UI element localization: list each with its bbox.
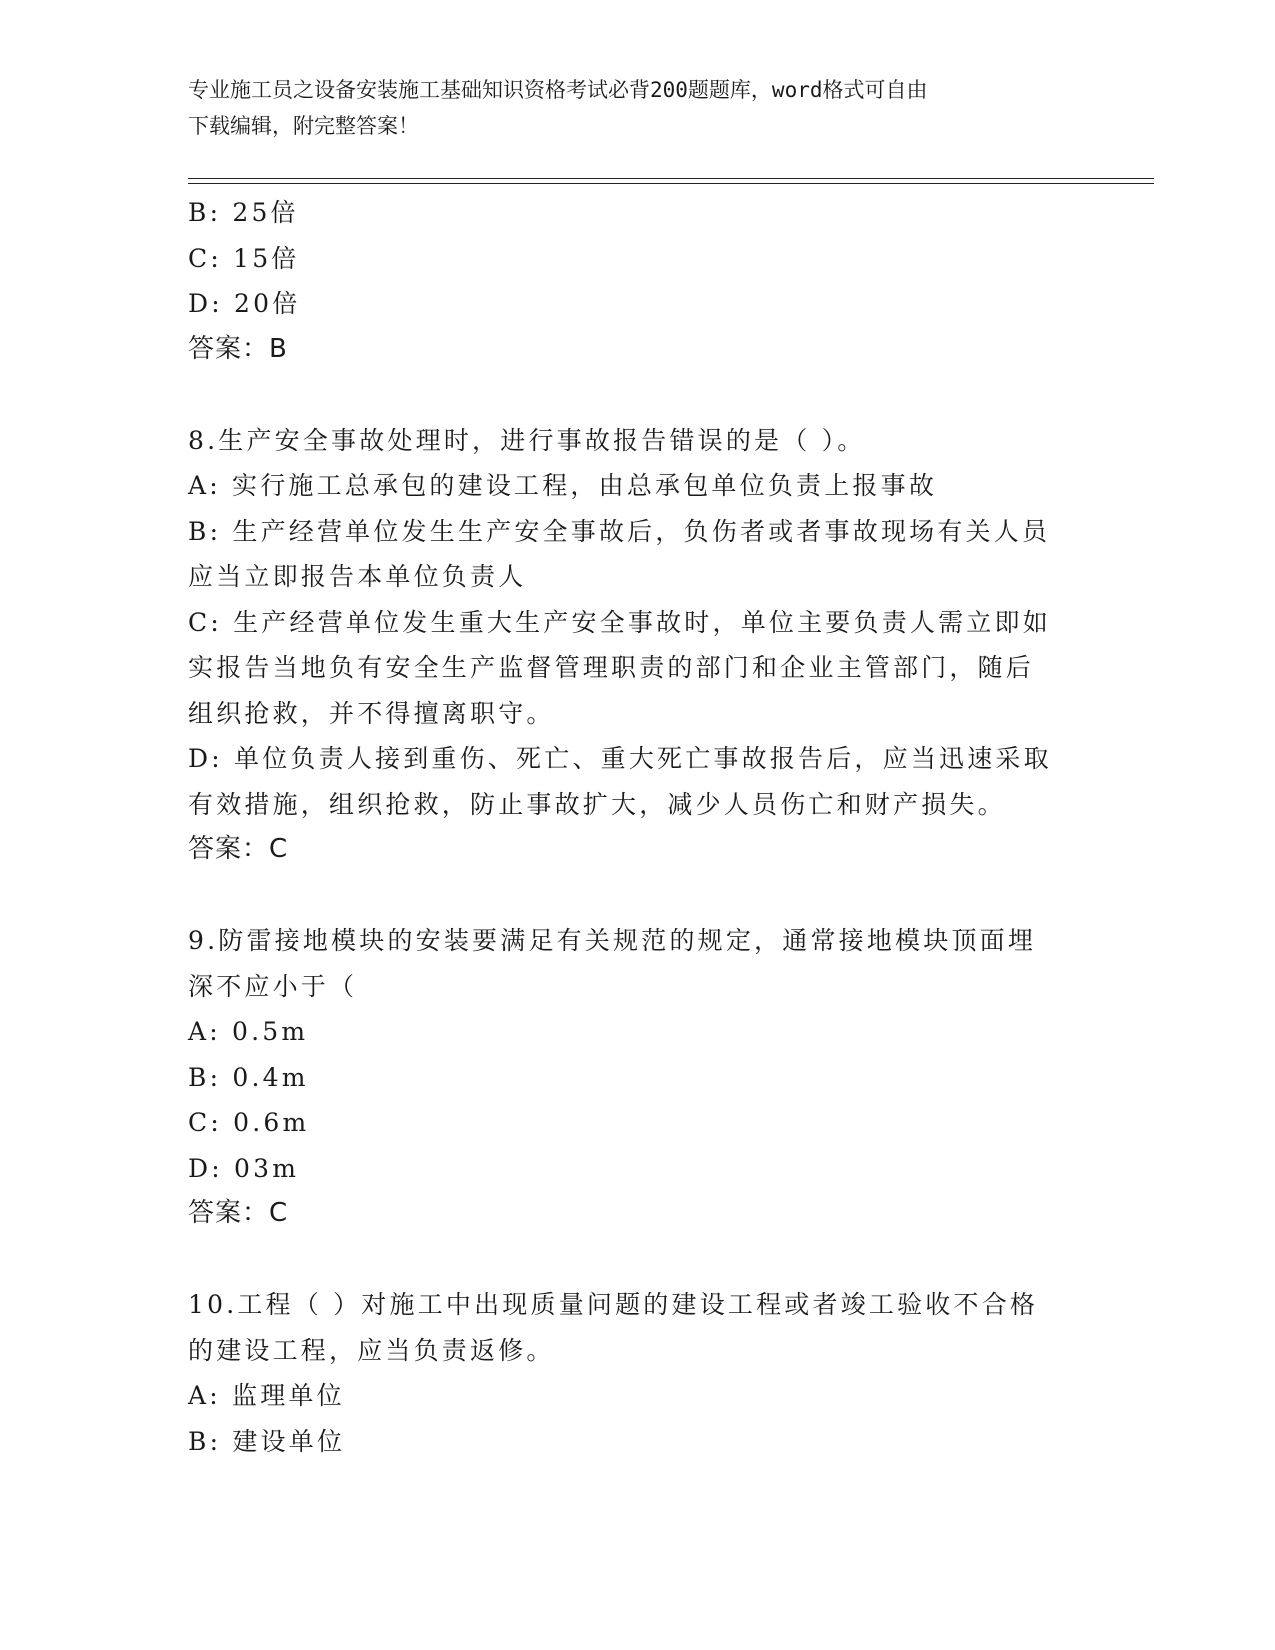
option-c: C: 生产经营单位发生重大生产安全事故时，单位主要负责人需立即如 [188, 607, 1051, 637]
header-divider-bottom [188, 183, 1154, 184]
option-b: B: 生产经营单位发生生产安全事故后，负伤者或者事故现场有关人员 [188, 516, 1051, 546]
header-line-2: 下载编辑，附完整答案！ [188, 114, 419, 138]
answer-line: 答案：B [188, 333, 288, 364]
question-8 [188, 418, 1078, 873]
spacer [188, 1237, 1078, 1283]
document-header [188, 72, 1068, 144]
question-10 [188, 1282, 1078, 1464]
header-divider-top [188, 178, 1154, 179]
option-d: D: 20倍 [188, 289, 301, 318]
option-d: D: 03m [188, 1153, 300, 1183]
header-line-1: 专业施工员之设备安装施工基础知识资格考试必背200题题库，word格式可自由 [188, 78, 928, 102]
option-b: B: 0.4m [188, 1062, 309, 1092]
option-b-continued: 应当立即报告本单位负责人 [188, 562, 527, 591]
spacer [188, 873, 1078, 919]
option-c: C: 0.6m [188, 1108, 310, 1137]
question-9 [188, 918, 1078, 1237]
answer-line: 答案：C [188, 1198, 289, 1228]
question-stem: 9.防雷接地模块的安装要满足有关规范的规定，通常接地模块顶面埋 [188, 926, 1037, 955]
question-content [188, 190, 1078, 1464]
option-c-continued: 组织抢救，并不得擅离职守。 [188, 698, 555, 728]
option-c: C: 15倍 [188, 243, 300, 273]
question-stem: 10.工程（ ）对施工中出现质量问题的建设工程或者竣工验收不合格 [188, 1290, 1039, 1319]
option-d-continued: 有效措施，组织抢救，防止事故扩大，减少人员伤亡和财产损失。 [188, 789, 1006, 819]
option-c-continued: 实报告当地负有安全生产监督管理职责的部门和企业主管部门，随后 [188, 653, 1035, 682]
answer-line: 答案：C [188, 834, 289, 864]
prev-question-block [188, 190, 1078, 372]
spacer [188, 372, 1078, 418]
question-stem-continued: 深不应小于（ [188, 971, 358, 1001]
question-stem-continued: 的建设工程，应当负责返修。 [188, 1335, 555, 1365]
option-b: B: 建设单位 [188, 1426, 346, 1456]
option-d: D: 单位负责人接到重伤、死亡、重大死亡事故报告后，应当迅速采取 [188, 744, 1052, 773]
question-stem: 8.生产安全事故处理时，进行事故报告错误的是（ ）。 [188, 425, 866, 455]
option-b: B: 25倍 [188, 198, 299, 227]
option-a: A: 0.5m [188, 1017, 309, 1046]
option-a: A: 实行施工总承包的建设工程，由总承包单位负责上报事故 [188, 471, 938, 500]
option-a: A: 监理单位 [188, 1381, 345, 1410]
